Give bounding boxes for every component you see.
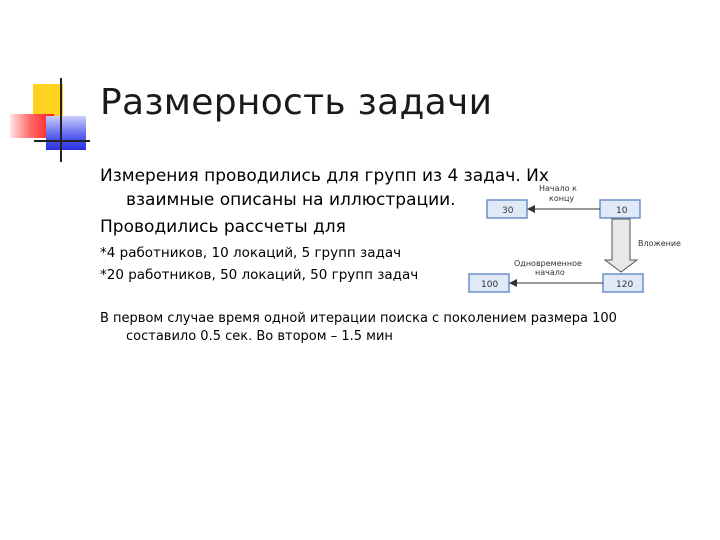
box-10-label: 10 xyxy=(616,206,628,216)
bullet-2: *20 работников, 50 локаций, 50 групп задач xyxy=(100,267,419,283)
logo-blue-square xyxy=(46,116,86,150)
text-line-1: Измерения проводились для групп из 4 задач. Их xyxy=(100,166,549,186)
diagram-svg xyxy=(465,180,720,305)
box-120-label: 120 xyxy=(616,280,634,290)
bullet-1: *4 работников, 10 локаций, 5 групп задач xyxy=(100,245,402,261)
logo-decoration xyxy=(0,0,90,170)
nesting-big-arrow xyxy=(605,219,637,272)
label-start-end-line1: Начало к xyxy=(539,184,577,193)
task-relations-diagram xyxy=(465,180,720,305)
label-nesting: Вложение xyxy=(638,239,681,248)
logo-horizontal-line xyxy=(34,140,90,142)
box-30-label: 30 xyxy=(502,206,514,216)
text-line-2: взаимные описаны на иллюстрации. xyxy=(126,190,456,210)
label-simultaneous-line2: начало xyxy=(535,268,565,277)
logo-vertical-line xyxy=(60,78,62,162)
paragraph-line-1: В первом случае время одной итерации поиска с поколением размера 100 xyxy=(100,311,617,326)
text-line-3: Проводились рассчеты для xyxy=(100,217,346,237)
label-start-end-line2: концу xyxy=(549,194,575,203)
box-100-label: 100 xyxy=(481,280,499,290)
logo-yellow-square xyxy=(33,84,63,116)
slide-title: Размерность задачи xyxy=(100,82,493,123)
label-simultaneous-line1: Одновременное xyxy=(514,259,582,268)
paragraph-line-2: составило 0.5 сек. Во втором – 1.5 мин xyxy=(126,329,393,344)
